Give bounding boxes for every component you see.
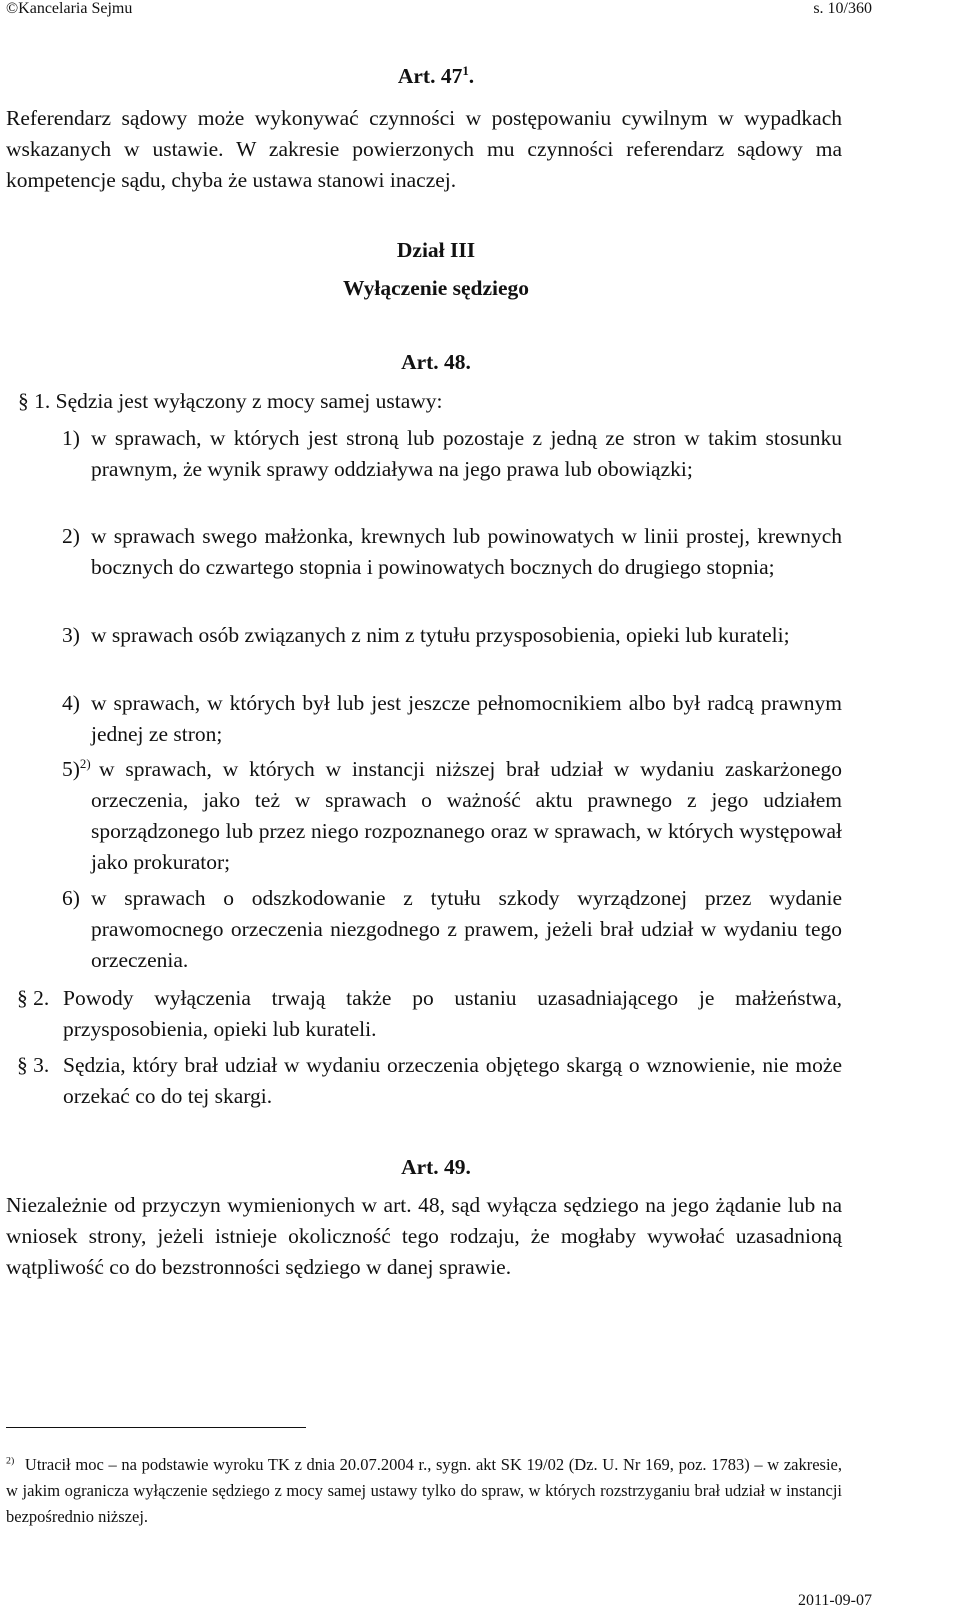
art49-heading: Art. 49.	[401, 1155, 471, 1179]
header-page-number: s. 10/360	[813, 0, 872, 17]
item-label: 6)	[62, 886, 80, 910]
list-item: 3) w sprawach osób związanych z nim z tytułu przysposobienia, opieki lub kurateli;	[91, 620, 842, 651]
art47-text: Referendarz sądowy może wykonywać czynności w postępowaniu cywilnym w wypadkach wskazanych w ustawie. W zakresie powierzonych mu czynności referendarz sądowy ma kompetencje sądu, chyba że ustawa stanowi inaczej.	[6, 106, 842, 192]
art48-heading: Art. 48.	[401, 350, 471, 374]
item-label: 2)	[62, 524, 80, 548]
header-copyright: ©Kancelaria Sejmu	[6, 0, 133, 17]
art48-section1-intro: § 1. Sędzia jest wyłączony z mocy samej ustawy:	[18, 389, 443, 413]
list-item: 2) w sprawach swego małżonka, krewnych lub powinowatych w linii prostej, krewnych bocznych do czwartego stopnia i powinowatych bocznych do drugiego stopnia;	[91, 521, 842, 583]
art48-section3: § 3. Sędzia, który brał udział w wydaniu orzeczenia objętego skargą o wznowienie, nie może orzekać co do tej skargi.	[63, 1050, 842, 1112]
item-label: 5)$^{2)}$	[62, 756, 91, 781]
item-label: 1)	[62, 426, 80, 450]
document-date: 2011-09-07	[797, 1592, 872, 1609]
list-item: 1) w sprawach, w których jest stroną lub pozostaje z jedną ze stron w takim stosunku prawnym, że wynik sprawy oddziaływa na jego prawa lub obowiązki;	[91, 423, 842, 485]
footnote-separator	[6, 1427, 306, 1428]
footnote: $^{2)}$ Utracił moc – na podstawie wyroku TK z dnia 20.07.2004 r., sygn. akt SK 19/02 (Dz. U. Nr 169, poz. 1783) – w zakresie, w jakim ogranicza wyłączenie sędziego z mocy samej ustawy tylko do spraw, w których rozstrzyganiu brał udział w instancji bezpośrednio niższej.	[6, 1455, 843, 1526]
division-title: Wyłączenie sędziego	[342, 276, 530, 300]
art47-superscript: 1	[462, 63, 469, 78]
footnote-mark: 2)	[6, 1455, 15, 1467]
list-item: 4) w sprawach, w których był lub jest jeszcze pełnomocnikiem albo był radcą prawnym jednej ze stron;	[91, 688, 842, 750]
list-item: 6) w sprawach o odszkodowanie z tytułu szkody wyrządzonej przez wydanie prawomocnego orzeczenia niezgodnego z prawem, jeżeli brał udział w wydaniu tego orzeczenia.	[91, 883, 842, 976]
division-number: Dział III	[396, 238, 476, 262]
section-label: § 1.	[18, 389, 51, 413]
footnote-reference: 2)	[79, 756, 91, 771]
art48-section2: § 2. Powody wyłączenia trwają także po ustaniu uzasadniającego je małżeństwa, przysposobienia, opieki lub kurateli.	[63, 983, 842, 1045]
item-label: 4)	[62, 691, 80, 715]
art47-heading: Art. $47^1$.	[397, 63, 475, 88]
section-label: § 3.	[17, 1053, 50, 1077]
list-item: 5)$^{2)}$ w sprawach, w których w instancji niższej brał udział w wydaniu zaskarżonego orzeczenia, jako też w sprawach o ważność aktu prawnego z jego udziałem sporządzonego lub przez niego rozpoznanego oraz w sprawach, w których występował jako prokurator;	[91, 754, 842, 878]
art49-text: Niezależnie od przyczyn wymienionych w art. 48, sąd wyłącza sędziego na jego żądanie lub na wniosek strony, jeżeli istnieje okoliczność tego rodzaju, że mogłaby wywołać uzasadnioną wątpliwość co do bezstronności sędziego w danej sprawie.	[6, 1193, 842, 1279]
section-label: § 2.	[17, 986, 50, 1010]
item-label: 3)	[62, 623, 80, 647]
